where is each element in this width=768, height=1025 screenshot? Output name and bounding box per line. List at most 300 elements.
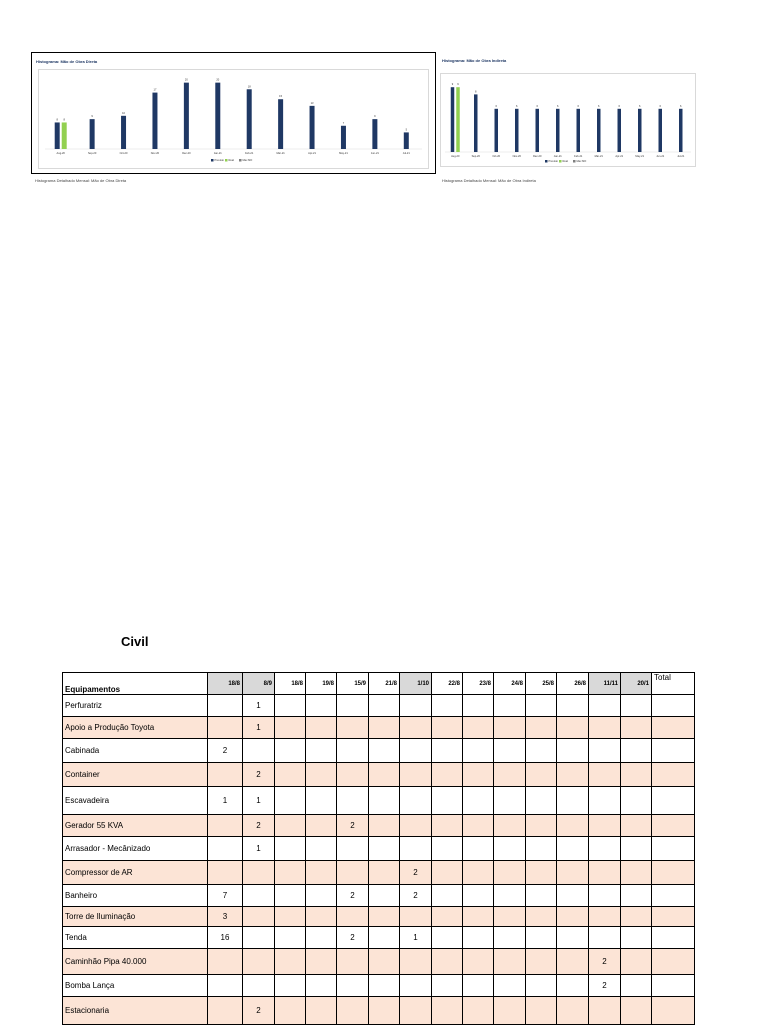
table-cell <box>526 763 557 787</box>
table-cell <box>652 927 695 949</box>
table-cell <box>432 695 463 717</box>
table-cell <box>652 975 695 997</box>
header-date: 24/8 <box>494 673 526 695</box>
table-cell <box>463 739 494 763</box>
table-cell <box>306 815 337 837</box>
header-date: 1/10 <box>400 673 432 695</box>
header-date: 22/8 <box>432 673 463 695</box>
table-cell <box>494 717 526 739</box>
table-cell <box>306 763 337 787</box>
legend-label: Previsto <box>548 160 558 163</box>
bar-real <box>62 122 67 149</box>
table-cell: 1 <box>208 787 243 815</box>
bar-previsto <box>341 126 346 149</box>
section-title: Civil <box>121 634 149 649</box>
table-cell <box>306 837 337 861</box>
table-cell <box>463 975 494 997</box>
table-cell <box>208 815 243 837</box>
table-cell <box>400 739 432 763</box>
x-tick-label: Apr-21 <box>615 155 624 158</box>
table-cell <box>306 885 337 907</box>
table-cell <box>369 695 400 717</box>
table-cell <box>557 997 589 1025</box>
bar-data-label: 6 <box>495 104 497 108</box>
table-cell: 1 <box>400 927 432 949</box>
bar-previsto <box>679 109 683 152</box>
bar-data-label: 9 <box>91 115 93 119</box>
bar-data-label: 15 <box>279 95 283 99</box>
table-cell: 1 <box>243 717 275 739</box>
table-cell <box>337 695 369 717</box>
table-cell <box>243 739 275 763</box>
table-cell <box>432 787 463 815</box>
table-cell <box>526 927 557 949</box>
equipment-name: Torre de Iluminação <box>63 907 208 927</box>
x-tick-label: Sep-20 <box>471 155 480 158</box>
table-cell <box>306 695 337 717</box>
table-cell <box>652 885 695 907</box>
table-cell: 2 <box>400 861 432 885</box>
table-cell <box>463 861 494 885</box>
table-cell <box>243 861 275 885</box>
table-cell <box>589 837 621 861</box>
bar-previsto <box>577 109 581 152</box>
table-cell <box>494 997 526 1025</box>
table-cell <box>369 717 400 739</box>
table-cell: 2 <box>337 815 369 837</box>
table-cell <box>463 949 494 975</box>
table-cell <box>621 695 652 717</box>
table-cell <box>369 787 400 815</box>
header-date: 19/8 <box>306 673 337 695</box>
bar-data-label: 9 <box>451 83 454 87</box>
table-cell <box>337 739 369 763</box>
table-cell <box>463 927 494 949</box>
table-cell <box>526 997 557 1025</box>
table-cell <box>432 861 463 885</box>
table-cell <box>526 717 557 739</box>
table-cell <box>463 695 494 717</box>
equipment-name: Compressor de AR <box>63 861 208 885</box>
bar-previsto <box>152 93 157 149</box>
bar-data-label: 13 <box>310 101 314 105</box>
table-cell <box>275 815 306 837</box>
x-tick-label: Nov-20 <box>150 152 160 155</box>
table-cell <box>621 885 652 907</box>
header-total: Total <box>652 673 695 695</box>
x-tick-label: Mar-21 <box>276 152 285 155</box>
table-cell <box>275 739 306 763</box>
direct-labor-chart <box>39 70 428 168</box>
table-cell <box>621 997 652 1025</box>
table-cell <box>621 815 652 837</box>
x-tick-label: Oct-20 <box>119 152 128 155</box>
table-cell <box>463 787 494 815</box>
x-tick-label: Aug-20 <box>451 155 460 158</box>
table-cell: 7 <box>208 885 243 907</box>
table-cell <box>306 927 337 949</box>
table-cell <box>526 815 557 837</box>
table-row <box>63 949 695 975</box>
table-row <box>63 695 695 717</box>
x-tick-label: Jun-21 <box>370 152 379 155</box>
direct-labor-plot-area <box>38 69 429 169</box>
table-cell <box>463 717 494 739</box>
table-cell: 2 <box>243 997 275 1025</box>
table-cell <box>557 717 589 739</box>
table-cell <box>494 927 526 949</box>
table-cell <box>621 837 652 861</box>
table-cell <box>621 861 652 885</box>
table-cell <box>369 997 400 1025</box>
table-row <box>63 787 695 815</box>
table-row <box>63 837 695 861</box>
table-cell: 2 <box>400 885 432 907</box>
table-cell: 2 <box>243 763 275 787</box>
table-cell <box>208 975 243 997</box>
table-header-row <box>63 673 695 695</box>
bar-data-label: 6 <box>536 104 538 108</box>
table-cell <box>275 717 306 739</box>
table-cell <box>652 695 695 717</box>
bar-previsto <box>55 122 60 149</box>
table-cell <box>208 695 243 717</box>
table-cell <box>589 763 621 787</box>
table-cell <box>494 763 526 787</box>
table-cell <box>432 975 463 997</box>
table-row <box>63 975 695 997</box>
table-cell <box>369 949 400 975</box>
table-cell <box>208 763 243 787</box>
table-cell <box>494 885 526 907</box>
table-cell: 2 <box>337 885 369 907</box>
header-date: 23/8 <box>463 673 494 695</box>
bar-previsto <box>310 106 315 149</box>
table-cell <box>432 927 463 949</box>
table-cell <box>400 997 432 1025</box>
table-cell: 2 <box>589 975 621 997</box>
x-tick-label: Dec-20 <box>182 152 191 155</box>
table-cell <box>621 787 652 815</box>
table-cell <box>494 949 526 975</box>
bar-previsto <box>515 109 519 152</box>
table-cell <box>275 975 306 997</box>
table-cell <box>494 837 526 861</box>
table-cell <box>432 885 463 907</box>
header-date: 18/8 <box>275 673 306 695</box>
table-row <box>63 815 695 837</box>
legend-swatch <box>211 159 214 162</box>
table-cell <box>400 695 432 717</box>
equipment-table <box>62 672 695 1025</box>
table-cell: 2 <box>589 949 621 975</box>
bar-previsto <box>215 83 220 149</box>
table-cell <box>243 927 275 949</box>
table-cell <box>652 861 695 885</box>
x-tick-label: Sep-20 <box>87 152 97 155</box>
bar-data-label: 9 <box>374 115 376 119</box>
x-tick-label: Jul-21 <box>402 152 410 155</box>
table-cell <box>208 997 243 1025</box>
table-cell: 2 <box>337 927 369 949</box>
x-tick-label: Feb-21 <box>245 152 254 155</box>
table-cell <box>463 763 494 787</box>
table-cell <box>621 907 652 927</box>
table-cell <box>337 907 369 927</box>
table-cell <box>337 997 369 1025</box>
table-cell <box>526 787 557 815</box>
table-cell <box>432 763 463 787</box>
table-cell <box>557 787 589 815</box>
table-cell <box>208 861 243 885</box>
equipment-name: Cabinada <box>63 739 208 763</box>
table-cell <box>337 837 369 861</box>
table-cell <box>463 907 494 927</box>
table-cell <box>589 787 621 815</box>
legend-swatch <box>545 160 548 163</box>
table-cell <box>337 861 369 885</box>
direct-labor-chart-title: Histograma: Mão de Obra Direta <box>36 59 98 64</box>
table-cell <box>275 885 306 907</box>
table-cell <box>337 717 369 739</box>
legend-swatch <box>239 159 242 162</box>
table-cell <box>621 927 652 949</box>
table-cell <box>557 695 589 717</box>
bar-data-label: 6 <box>557 104 559 108</box>
bar-data-label: 6 <box>618 104 620 108</box>
equipment-name: Apoio a Produção Toyota <box>63 717 208 739</box>
equipment-name: Bomba Lança <box>63 975 208 997</box>
table-cell: 3 <box>208 907 243 927</box>
legend-label: Max MO <box>576 160 587 163</box>
equipment-name: Banheiro <box>63 885 208 907</box>
table-cell <box>369 885 400 907</box>
table-row <box>63 907 695 927</box>
header-date: 18/8 <box>208 673 243 695</box>
table-row <box>63 763 695 787</box>
table-cell <box>557 907 589 927</box>
header-date: 21/8 <box>369 673 400 695</box>
bar-data-label: 8 <box>475 90 477 94</box>
table-cell <box>306 861 337 885</box>
direct-detail-caption: Histograma Detalhado Mensal: Mão de Obra Direta <box>35 178 127 183</box>
bar-previsto <box>474 94 478 152</box>
table-cell <box>432 837 463 861</box>
table-cell <box>526 837 557 861</box>
equipment-name: Tenda <box>63 927 208 949</box>
header-date: 8/9 <box>243 673 275 695</box>
equipment-name: Container <box>63 763 208 787</box>
x-tick-label: Aug-20 <box>56 152 65 155</box>
table-cell <box>432 717 463 739</box>
table-cell <box>557 975 589 997</box>
table-cell <box>432 739 463 763</box>
table-cell <box>432 997 463 1025</box>
equipment-name: Caminhão Pipa 40.000 <box>63 949 208 975</box>
bar-data-label: 20 <box>184 78 188 82</box>
bar-data-label: 7 <box>342 121 345 125</box>
table-cell <box>557 927 589 949</box>
bar-data-label: 6 <box>598 104 600 108</box>
table-cell <box>369 975 400 997</box>
table-cell <box>243 975 275 997</box>
x-tick-label: Jan-21 <box>213 152 222 155</box>
bar-previsto <box>597 109 601 152</box>
direct-labor-chart-panel <box>31 52 436 174</box>
bar-data-label: 18 <box>247 85 251 89</box>
table-cell <box>621 949 652 975</box>
table-cell <box>275 837 306 861</box>
bar-previsto <box>536 109 540 152</box>
indirect-labor-chart <box>441 74 695 166</box>
table-cell: 1 <box>243 787 275 815</box>
table-cell <box>337 787 369 815</box>
table-cell <box>463 885 494 907</box>
bar-previsto <box>372 119 377 149</box>
table-cell <box>494 695 526 717</box>
bar-previsto <box>121 116 126 149</box>
table-cell <box>369 763 400 787</box>
table-cell: 2 <box>243 815 275 837</box>
table-cell <box>432 949 463 975</box>
table-cell <box>652 739 695 763</box>
table-cell <box>243 949 275 975</box>
table-cell <box>494 739 526 763</box>
table-cell <box>306 949 337 975</box>
table-cell <box>621 717 652 739</box>
equipment-name: Escavadeira <box>63 787 208 815</box>
legend-label: Real <box>228 159 234 162</box>
table-row <box>63 861 695 885</box>
table-row <box>63 717 695 739</box>
table-cell <box>275 997 306 1025</box>
bar-previsto <box>451 87 455 152</box>
table-cell <box>400 949 432 975</box>
table-cell <box>652 763 695 787</box>
x-tick-label: Mar-21 <box>594 155 603 158</box>
table-cell <box>463 997 494 1025</box>
bar-data-label: 6 <box>639 104 641 108</box>
table-row <box>63 885 695 907</box>
bar-previsto <box>90 119 95 149</box>
table-cell <box>526 949 557 975</box>
table-cell <box>526 975 557 997</box>
header-date: 26/8 <box>557 673 589 695</box>
table-cell <box>369 837 400 861</box>
table-cell <box>652 949 695 975</box>
header-equipamentos: Equipamentos <box>63 673 208 695</box>
table-cell <box>369 907 400 927</box>
table-cell <box>400 815 432 837</box>
table-cell: 1 <box>243 837 275 861</box>
table-cell <box>557 885 589 907</box>
bar-data-label: 6 <box>680 104 682 108</box>
table-cell <box>652 787 695 815</box>
table-row <box>63 739 695 763</box>
bar-data-label: 5 <box>405 128 408 132</box>
table-cell <box>557 861 589 885</box>
table-cell <box>275 907 306 927</box>
legend-label: Max MO <box>242 159 253 162</box>
table-cell: 16 <box>208 927 243 949</box>
bar-previsto <box>404 132 409 149</box>
table-cell <box>557 949 589 975</box>
table-row <box>63 927 695 949</box>
table-cell <box>589 695 621 717</box>
legend-label: Previsto <box>214 159 224 162</box>
table-cell <box>526 695 557 717</box>
table-cell <box>337 763 369 787</box>
bar-data-label: 8 <box>56 118 58 122</box>
bar-data-label: 10 <box>122 111 125 115</box>
bar-data-label: 6 <box>516 104 518 108</box>
table-cell: 2 <box>208 739 243 763</box>
table-cell <box>400 907 432 927</box>
table-cell <box>275 927 306 949</box>
table-cell <box>494 861 526 885</box>
table-cell <box>557 739 589 763</box>
table-cell <box>369 815 400 837</box>
table-cell <box>306 739 337 763</box>
table-cell <box>589 739 621 763</box>
table-cell <box>306 717 337 739</box>
x-tick-label: May-21 <box>635 155 645 158</box>
bar-data-label: 6 <box>659 104 661 108</box>
table-cell <box>589 907 621 927</box>
table-cell <box>589 815 621 837</box>
table-cell <box>494 975 526 997</box>
bar-previsto <box>638 109 642 152</box>
table-cell <box>275 695 306 717</box>
table-cell <box>557 837 589 861</box>
table-cell <box>463 815 494 837</box>
x-tick-label: Dec-20 <box>533 155 542 158</box>
bar-previsto <box>618 109 622 152</box>
table-cell <box>621 975 652 997</box>
table-cell <box>306 997 337 1025</box>
table-cell <box>208 717 243 739</box>
table-cell <box>526 861 557 885</box>
bar-previsto <box>659 109 663 152</box>
indirect-labor-chart-title: Histograma: Mão de Obra Indireta <box>442 58 507 63</box>
bar-previsto <box>495 109 499 152</box>
header-date: 25/8 <box>526 673 557 695</box>
bar-previsto <box>278 99 283 149</box>
bar-data-label: 8 <box>63 118 65 122</box>
table-cell <box>306 975 337 997</box>
equipment-name: Estacionaria <box>63 997 208 1025</box>
x-tick-label: Oct-20 <box>492 155 501 158</box>
table-cell <box>369 739 400 763</box>
header-date: 15/9 <box>337 673 369 695</box>
table-cell <box>494 787 526 815</box>
table-cell <box>275 787 306 815</box>
bar-data-label: 17 <box>153 88 157 92</box>
table-cell <box>589 885 621 907</box>
x-tick-label: May-21 <box>339 152 348 155</box>
table-cell <box>337 949 369 975</box>
legend-swatch <box>225 159 228 162</box>
bar-previsto <box>247 89 252 149</box>
bar-real <box>456 87 460 152</box>
x-tick-label: Jul-21 <box>677 155 685 158</box>
x-tick-label: Nov-20 <box>512 155 521 158</box>
legend-swatch <box>559 160 562 163</box>
table-cell <box>589 997 621 1025</box>
table-cell <box>652 997 695 1025</box>
legend-swatch <box>573 160 576 163</box>
x-tick-label: Jun-21 <box>656 155 665 158</box>
